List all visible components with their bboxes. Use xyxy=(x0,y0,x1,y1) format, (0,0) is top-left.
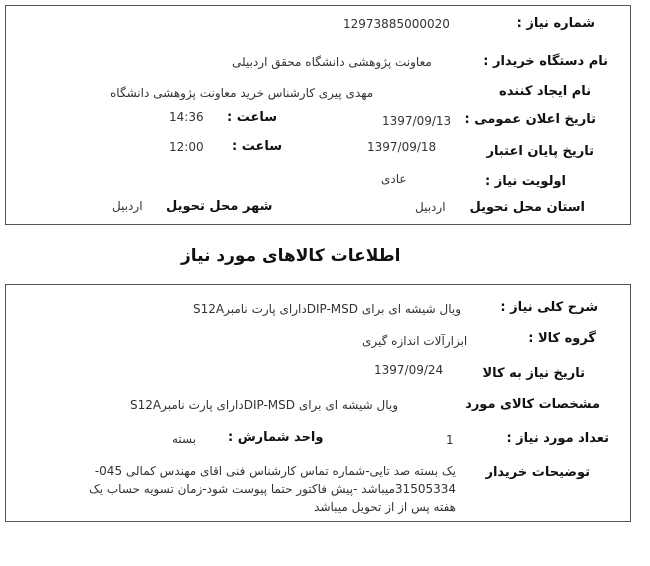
deadline-time-label: ساعت : xyxy=(232,139,283,154)
group: ابزارآلات اندازه گیری xyxy=(362,334,468,348)
buyer-notes: یک بسته صد تایی-شماره تماس کارشناس فنی اقای مهندس کمالی 045-31505334میباشد -پیش فاکتور حتما پیوست شود-زمان تسویه حساب یک هفته پس از از تحویل میباشد xyxy=(88,464,456,514)
section-title: اطلاعات کالاهای مورد نیاز xyxy=(181,246,401,266)
buyer-org-label: نام دستگاه خریدار : xyxy=(483,54,608,69)
need-number-label: شماره نیاز : xyxy=(516,16,595,31)
deadline-date: 1397/09/18 xyxy=(367,140,437,154)
need-number: 12973885000020 xyxy=(343,17,450,31)
announce-time-label: ساعت : xyxy=(227,110,278,125)
creator: مهدی پیری کارشناس خرید معاونت پژوهشی دانشگاه xyxy=(110,86,374,100)
deadline-time: 12:00 xyxy=(169,140,204,154)
group-label: گروه کالا : xyxy=(528,331,596,346)
announce-time: 14:36 xyxy=(169,110,204,124)
quantity: 1 xyxy=(446,433,454,447)
announce-date: 1397/09/13 xyxy=(382,114,452,128)
delivery-city-label: شهر محل تحویل xyxy=(166,199,273,214)
quantity-label: تعداد مورد نیاز : xyxy=(506,431,609,446)
buyer-org: معاونت پژوهشی دانشگاه محقق اردبیلی xyxy=(232,55,432,69)
summary-label: شرح کلی نیاز : xyxy=(500,300,598,315)
need-date: 1397/09/24 xyxy=(374,363,444,377)
deadline-label: تاریخ پایان اعتبار xyxy=(486,144,594,159)
need-date-label: تاریخ نیاز به کالا xyxy=(482,366,585,381)
priority-label: اولویت نیاز : xyxy=(484,174,566,189)
unit: بسته xyxy=(172,432,197,446)
delivery-city: اردبیل xyxy=(112,199,143,213)
delivery-province-label: استان محل تحویل xyxy=(469,200,585,215)
delivery-province: اردبیل xyxy=(415,200,446,214)
announce-date-label: تاریخ اعلان عمومی : xyxy=(464,112,596,127)
priority: عادی xyxy=(381,172,407,186)
summary: ویال شیشه ای برای DIP-MSDدارای پارت نامبرS12A xyxy=(193,302,461,316)
buyer-notes-label: توضیحات خریدار xyxy=(485,465,590,480)
specs: ویال شیشه ای برای DIP-MSDدارای پارت نامبرS12A xyxy=(130,398,398,412)
specs-label: مشخصات کالای مورد xyxy=(465,397,600,412)
unit-label: واحد شمارش : xyxy=(228,430,324,445)
creator-label: نام ایجاد کننده xyxy=(499,84,591,99)
